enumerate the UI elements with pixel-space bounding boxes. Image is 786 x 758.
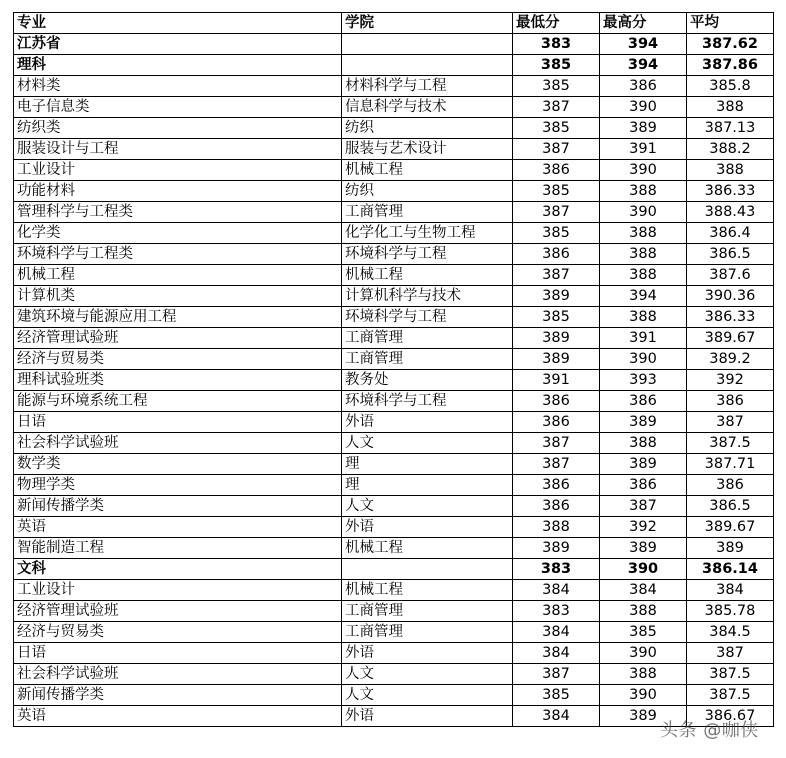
max-score-cell: 390 bbox=[600, 643, 687, 664]
table-row bbox=[14, 517, 774, 538]
college-cell: 纺织 bbox=[342, 118, 513, 139]
max-score-cell: 394 bbox=[600, 34, 687, 55]
major-cell: 文科 bbox=[14, 559, 342, 580]
table-row bbox=[14, 223, 774, 244]
major-cell: 社会科学试验班 bbox=[14, 433, 342, 454]
major-cell: 经济与贸易类 bbox=[14, 622, 342, 643]
max-score-cell: 390 bbox=[600, 559, 687, 580]
major-cell: 社会科学试验班 bbox=[14, 664, 342, 685]
watermark: 头条 @咖侠 bbox=[660, 720, 759, 741]
max-score-cell: 388 bbox=[600, 244, 687, 265]
major-cell: 机械工程 bbox=[14, 265, 342, 286]
college-cell: 教务处 bbox=[342, 370, 513, 391]
college-cell: 人文 bbox=[342, 664, 513, 685]
college-cell: 理 bbox=[342, 454, 513, 475]
average-cell: 389 bbox=[687, 538, 774, 559]
min-score-cell: 391 bbox=[513, 370, 600, 391]
max-score-cell: 390 bbox=[600, 202, 687, 223]
min-score-cell: 387 bbox=[513, 97, 600, 118]
major-cell: 经济与贸易类 bbox=[14, 349, 342, 370]
college-cell: 外语 bbox=[342, 517, 513, 538]
header-college: 学院 bbox=[342, 13, 513, 34]
min-score-cell: 386 bbox=[513, 475, 600, 496]
average-cell: 387.5 bbox=[687, 664, 774, 685]
min-score-cell: 386 bbox=[513, 244, 600, 265]
max-score-cell: 389 bbox=[600, 118, 687, 139]
min-score-cell: 386 bbox=[513, 412, 600, 433]
category-row bbox=[14, 55, 774, 76]
max-score-cell: 388 bbox=[600, 265, 687, 286]
college-cell bbox=[342, 559, 513, 580]
average-cell: 388.2 bbox=[687, 139, 774, 160]
college-cell: 机械工程 bbox=[342, 538, 513, 559]
major-cell: 计算机类 bbox=[14, 286, 342, 307]
min-score-cell: 387 bbox=[513, 664, 600, 685]
table-row bbox=[14, 202, 774, 223]
min-score-cell: 387 bbox=[513, 433, 600, 454]
college-cell: 化学化工与生物工程 bbox=[342, 223, 513, 244]
min-score-cell: 386 bbox=[513, 160, 600, 181]
college-cell: 工商管理 bbox=[342, 349, 513, 370]
min-score-cell: 385 bbox=[513, 181, 600, 202]
major-cell: 功能材料 bbox=[14, 181, 342, 202]
college-cell: 环境科学与工程 bbox=[342, 391, 513, 412]
major-cell: 物理学类 bbox=[14, 475, 342, 496]
table-row bbox=[14, 622, 774, 643]
major-cell: 英语 bbox=[14, 706, 342, 727]
major-cell: 经济管理试验班 bbox=[14, 601, 342, 622]
min-score-cell: 387 bbox=[513, 265, 600, 286]
max-score-cell: 386 bbox=[600, 475, 687, 496]
header-row bbox=[14, 13, 774, 34]
college-cell: 环境科学与工程 bbox=[342, 244, 513, 265]
major-cell: 日语 bbox=[14, 412, 342, 433]
major-cell: 经济管理试验班 bbox=[14, 328, 342, 349]
major-cell: 纺织类 bbox=[14, 118, 342, 139]
average-cell: 387.5 bbox=[687, 685, 774, 706]
score-table bbox=[13, 12, 774, 727]
table-row bbox=[14, 76, 774, 97]
table-row bbox=[14, 538, 774, 559]
college-cell: 工商管理 bbox=[342, 622, 513, 643]
max-score-cell: 394 bbox=[600, 286, 687, 307]
college-cell: 人文 bbox=[342, 685, 513, 706]
table-row bbox=[14, 307, 774, 328]
table-row bbox=[14, 244, 774, 265]
average-cell: 385.78 bbox=[687, 601, 774, 622]
header-average: 平均 bbox=[687, 13, 774, 34]
average-cell: 387.62 bbox=[687, 34, 774, 55]
table-row bbox=[14, 370, 774, 391]
min-score-cell: 387 bbox=[513, 454, 600, 475]
major-cell: 智能制造工程 bbox=[14, 538, 342, 559]
table-row bbox=[14, 286, 774, 307]
table-row bbox=[14, 433, 774, 454]
average-cell: 387 bbox=[687, 412, 774, 433]
college-cell: 工商管理 bbox=[342, 601, 513, 622]
average-cell: 386.4 bbox=[687, 223, 774, 244]
average-cell: 387.86 bbox=[687, 55, 774, 76]
table-row bbox=[14, 601, 774, 622]
table-row bbox=[14, 349, 774, 370]
min-score-cell: 385 bbox=[513, 55, 600, 76]
table-row bbox=[14, 496, 774, 517]
max-score-cell: 393 bbox=[600, 370, 687, 391]
average-cell: 388.43 bbox=[687, 202, 774, 223]
header-major: 专业 bbox=[14, 13, 342, 34]
table-row bbox=[14, 412, 774, 433]
major-cell: 理科试验班类 bbox=[14, 370, 342, 391]
table-row bbox=[14, 685, 774, 706]
average-cell: 386.5 bbox=[687, 496, 774, 517]
average-cell: 386 bbox=[687, 475, 774, 496]
major-cell: 电子信息类 bbox=[14, 97, 342, 118]
college-cell: 外语 bbox=[342, 643, 513, 664]
max-score-cell: 384 bbox=[600, 580, 687, 601]
max-score-cell: 388 bbox=[600, 307, 687, 328]
college-cell: 机械工程 bbox=[342, 160, 513, 181]
major-cell: 材料类 bbox=[14, 76, 342, 97]
average-cell: 387.5 bbox=[687, 433, 774, 454]
average-cell: 384 bbox=[687, 580, 774, 601]
min-score-cell: 384 bbox=[513, 580, 600, 601]
min-score-cell: 384 bbox=[513, 622, 600, 643]
max-score-cell: 389 bbox=[600, 454, 687, 475]
max-score-cell: 388 bbox=[600, 433, 687, 454]
table-row bbox=[14, 181, 774, 202]
college-cell: 机械工程 bbox=[342, 265, 513, 286]
max-score-cell: 385 bbox=[600, 622, 687, 643]
major-cell: 数学类 bbox=[14, 454, 342, 475]
min-score-cell: 386 bbox=[513, 391, 600, 412]
college-cell bbox=[342, 34, 513, 55]
table-row bbox=[14, 328, 774, 349]
average-cell: 389.67 bbox=[687, 517, 774, 538]
min-score-cell: 383 bbox=[513, 34, 600, 55]
min-score-cell: 386 bbox=[513, 496, 600, 517]
average-cell: 386 bbox=[687, 391, 774, 412]
max-score-cell: 387 bbox=[600, 496, 687, 517]
college-cell: 外语 bbox=[342, 412, 513, 433]
min-score-cell: 387 bbox=[513, 139, 600, 160]
major-cell: 管理科学与工程类 bbox=[14, 202, 342, 223]
average-cell: 389.2 bbox=[687, 349, 774, 370]
min-score-cell: 387 bbox=[513, 202, 600, 223]
min-score-cell: 384 bbox=[513, 643, 600, 664]
average-cell: 385.8 bbox=[687, 76, 774, 97]
min-score-cell: 389 bbox=[513, 286, 600, 307]
college-cell: 理 bbox=[342, 475, 513, 496]
province-row bbox=[14, 34, 774, 55]
average-cell: 387 bbox=[687, 643, 774, 664]
max-score-cell: 390 bbox=[600, 97, 687, 118]
college-cell bbox=[342, 55, 513, 76]
average-cell: 386.33 bbox=[687, 307, 774, 328]
min-score-cell: 385 bbox=[513, 223, 600, 244]
header-max-score: 最高分 bbox=[600, 13, 687, 34]
table-row bbox=[14, 475, 774, 496]
major-cell: 新闻传播学类 bbox=[14, 496, 342, 517]
table-row bbox=[14, 97, 774, 118]
major-cell: 能源与环境系统工程 bbox=[14, 391, 342, 412]
table-row bbox=[14, 580, 774, 601]
average-cell: 387.13 bbox=[687, 118, 774, 139]
max-score-cell: 389 bbox=[600, 412, 687, 433]
table-row bbox=[14, 391, 774, 412]
average-cell: 389.67 bbox=[687, 328, 774, 349]
min-score-cell: 385 bbox=[513, 685, 600, 706]
average-cell: 388 bbox=[687, 160, 774, 181]
average-cell: 387.6 bbox=[687, 265, 774, 286]
min-score-cell: 389 bbox=[513, 538, 600, 559]
max-score-cell: 390 bbox=[600, 685, 687, 706]
average-cell: 386.5 bbox=[687, 244, 774, 265]
max-score-cell: 386 bbox=[600, 76, 687, 97]
major-cell: 建筑环境与能源应用工程 bbox=[14, 307, 342, 328]
college-cell: 服装与艺术设计 bbox=[342, 139, 513, 160]
max-score-cell: 390 bbox=[600, 349, 687, 370]
major-cell: 化学类 bbox=[14, 223, 342, 244]
college-cell: 机械工程 bbox=[342, 580, 513, 601]
average-cell: 390.36 bbox=[687, 286, 774, 307]
average-cell: 386.33 bbox=[687, 181, 774, 202]
major-cell: 江苏省 bbox=[14, 34, 342, 55]
max-score-cell: 388 bbox=[600, 181, 687, 202]
average-cell: 388 bbox=[687, 97, 774, 118]
major-cell: 工业设计 bbox=[14, 580, 342, 601]
category-row bbox=[14, 559, 774, 580]
max-score-cell: 394 bbox=[600, 55, 687, 76]
table-row bbox=[14, 160, 774, 181]
table-row bbox=[14, 139, 774, 160]
major-cell: 理科 bbox=[14, 55, 342, 76]
college-cell: 工商管理 bbox=[342, 202, 513, 223]
min-score-cell: 385 bbox=[513, 307, 600, 328]
max-score-cell: 388 bbox=[600, 601, 687, 622]
major-cell: 新闻传播学类 bbox=[14, 685, 342, 706]
major-cell: 环境科学与工程类 bbox=[14, 244, 342, 265]
college-cell: 环境科学与工程 bbox=[342, 307, 513, 328]
min-score-cell: 388 bbox=[513, 517, 600, 538]
average-cell: 386.14 bbox=[687, 559, 774, 580]
header-min-score: 最低分 bbox=[513, 13, 600, 34]
college-cell: 外语 bbox=[342, 706, 513, 727]
average-cell: 386.67 bbox=[687, 706, 774, 727]
college-cell: 计算机科学与技术 bbox=[342, 286, 513, 307]
max-score-cell: 388 bbox=[600, 223, 687, 244]
max-score-cell: 389 bbox=[600, 538, 687, 559]
average-cell: 392 bbox=[687, 370, 774, 391]
college-cell: 人文 bbox=[342, 433, 513, 454]
college-cell: 工商管理 bbox=[342, 328, 513, 349]
min-score-cell: 385 bbox=[513, 76, 600, 97]
table-row bbox=[14, 643, 774, 664]
major-cell: 英语 bbox=[14, 517, 342, 538]
major-cell: 日语 bbox=[14, 643, 342, 664]
college-cell: 材料科学与工程 bbox=[342, 76, 513, 97]
average-cell: 387.71 bbox=[687, 454, 774, 475]
college-cell: 信息科学与技术 bbox=[342, 97, 513, 118]
max-score-cell: 389 bbox=[600, 706, 687, 727]
max-score-cell: 391 bbox=[600, 139, 687, 160]
min-score-cell: 383 bbox=[513, 559, 600, 580]
college-cell: 人文 bbox=[342, 496, 513, 517]
max-score-cell: 391 bbox=[600, 328, 687, 349]
min-score-cell: 384 bbox=[513, 706, 600, 727]
table-row bbox=[14, 454, 774, 475]
major-cell: 服装设计与工程 bbox=[14, 139, 342, 160]
min-score-cell: 383 bbox=[513, 601, 600, 622]
min-score-cell: 389 bbox=[513, 328, 600, 349]
max-score-cell: 390 bbox=[600, 160, 687, 181]
max-score-cell: 386 bbox=[600, 391, 687, 412]
max-score-cell: 392 bbox=[600, 517, 687, 538]
min-score-cell: 389 bbox=[513, 349, 600, 370]
table-row bbox=[14, 664, 774, 685]
table-row bbox=[14, 265, 774, 286]
average-cell: 384.5 bbox=[687, 622, 774, 643]
college-cell: 纺织 bbox=[342, 181, 513, 202]
major-cell: 工业设计 bbox=[14, 160, 342, 181]
max-score-cell: 388 bbox=[600, 664, 687, 685]
min-score-cell: 385 bbox=[513, 118, 600, 139]
table-row bbox=[14, 118, 774, 139]
